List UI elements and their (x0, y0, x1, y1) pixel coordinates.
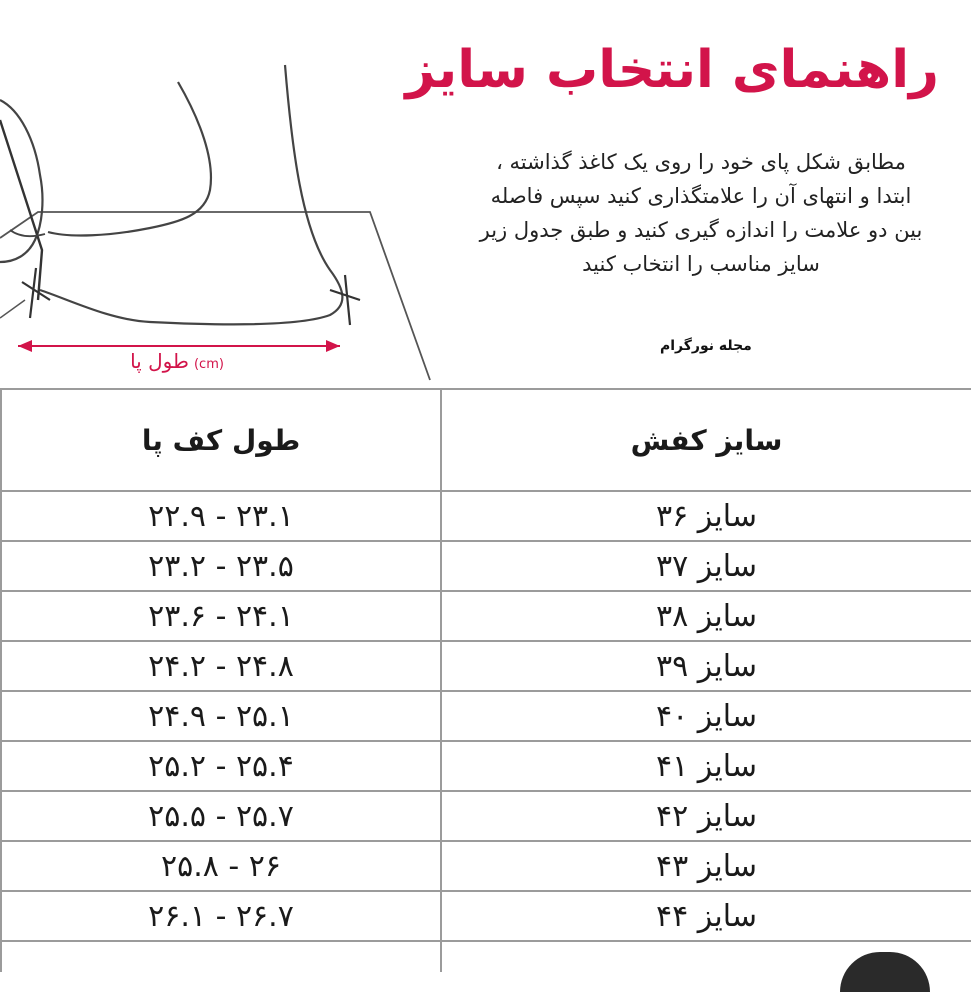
shoe-size-header: سایز کفش (441, 389, 971, 491)
shoe-size-cell: سایز ۴۴ (441, 891, 971, 941)
table-row (1, 591, 971, 641)
shoe-size-cell: سایز ۴۲ (441, 791, 971, 841)
shoe-size-cell: سایز ۳۸ (441, 591, 971, 641)
foot-length-cell: ۲۳.۲ - ۲۳.۵ (1, 541, 441, 591)
foot-length-label (120, 349, 240, 373)
table-row-cutoff (1, 941, 971, 972)
size-table-container (0, 388, 971, 971)
foot-measurement-illustration (0, 0, 440, 388)
left-arrowhead (18, 340, 32, 352)
magazine-credit: مجله نورگرام (660, 338, 752, 354)
leg-back-outline (40, 65, 342, 324)
table-row (1, 791, 971, 841)
table-row (1, 741, 971, 791)
unit-label: (cm) (193, 357, 224, 372)
shoe-size-cell: سایز ۳۹ (441, 641, 971, 691)
instruction-line: سایز مناسب را انتخاب کنید (582, 252, 820, 276)
instruction-line: بین دو علامت را اندازه گیری کنید و طبق جدول زیر (479, 218, 923, 242)
foot-length-cell: ۲۵.۵ - ۲۵.۷ (1, 791, 441, 841)
table-header-row (1, 389, 971, 491)
hand-outline (0, 100, 42, 262)
table-row (1, 641, 971, 691)
shoe-size-cell: سایز ۴۰ (441, 691, 971, 741)
table-row (1, 891, 971, 941)
page-title: راهنمای انتخاب سایز (405, 40, 939, 100)
foot-length-header: طول کف پا (1, 389, 441, 491)
table-row (1, 491, 971, 541)
dimension-text: طول پا (130, 349, 189, 373)
foot-length-cell: ۲۶.۱ - ۲۶.۷ (1, 891, 441, 941)
foot-length-cell: ۲۲.۹ - ۲۳.۱ (1, 491, 441, 541)
foot-length-cell: ۲۴.۲ - ۲۴.۸ (1, 641, 441, 691)
heel-marker (330, 275, 360, 325)
table-row (1, 691, 971, 741)
table-row (1, 541, 971, 591)
instruction-line: مطابق شکل پای خود را روی یک کاغذ گذاشته ، (496, 150, 906, 174)
shoe-size-cell: سایز ۳۷ (441, 541, 971, 591)
right-arrowhead (326, 340, 340, 352)
empty-cell (1, 941, 441, 972)
shoe-size-cell: سایز ۴۱ (441, 741, 971, 791)
size-table (0, 388, 971, 972)
instruction-line: ابتدا و انتهای آن را علامتگذاری کنید سپس فاصله (490, 184, 912, 208)
foot-length-cell: ۲۵.۸ - ۲۶ (1, 841, 441, 891)
paper-front-edge (0, 300, 25, 318)
foot-length-cell: ۲۴.۹ - ۲۵.۱ (1, 691, 441, 741)
foot-length-cell: ۲۳.۶ - ۲۴.۱ (1, 591, 441, 641)
shoe-size-cell: سایز ۳۶ (441, 491, 971, 541)
table-row (1, 841, 971, 891)
size-guide-header (0, 0, 971, 388)
foot-length-cell: ۲۵.۲ - ۲۵.۴ (1, 741, 441, 791)
instructions-text (441, 145, 961, 281)
shoe-size-cell: سایز ۴۳ (441, 841, 971, 891)
